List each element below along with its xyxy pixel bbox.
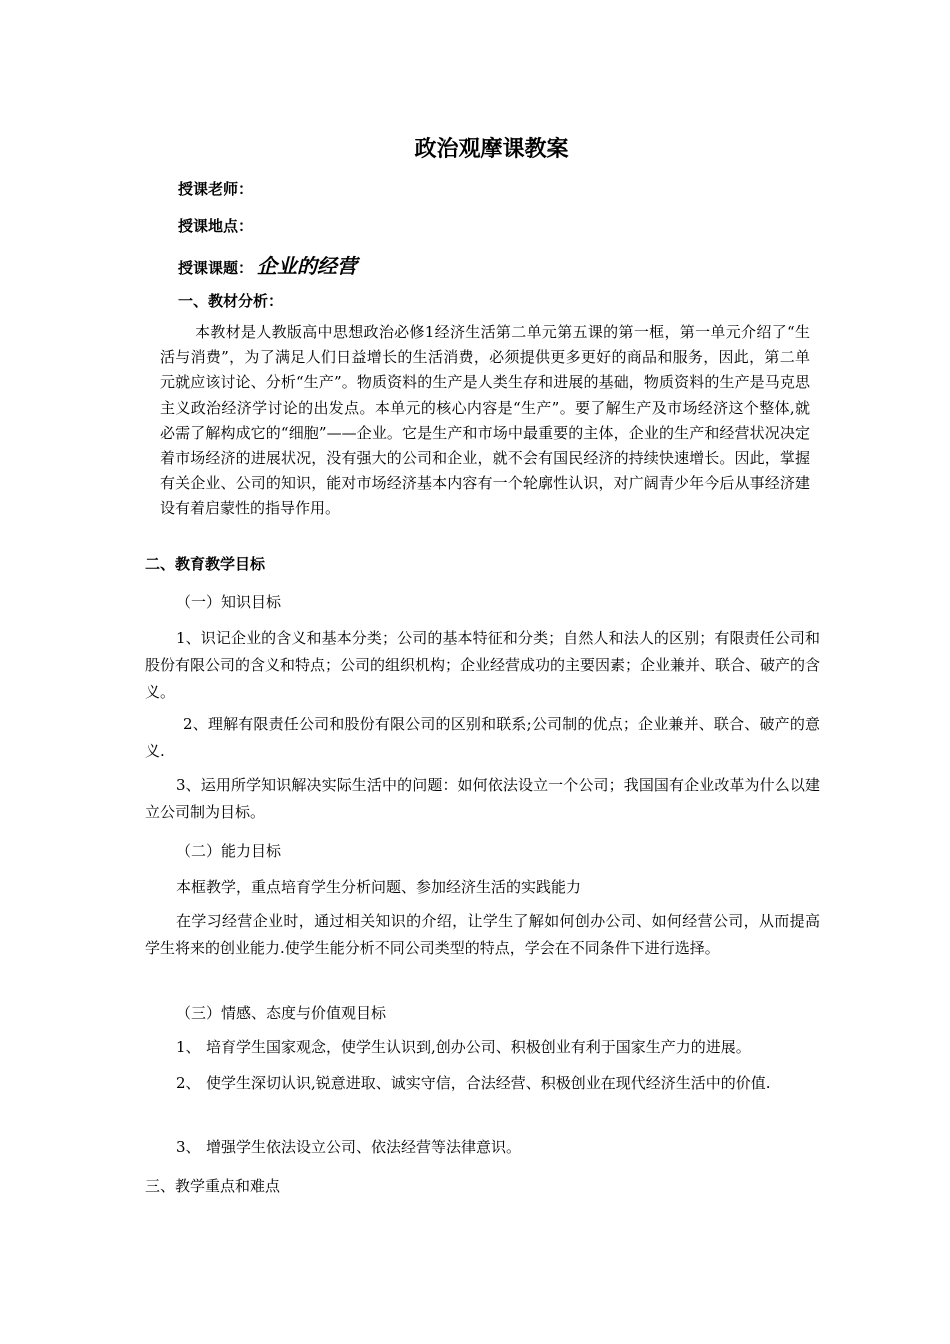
emotion-item-1-text: 培育学生国家观念，使学生认识到,创办公司、积极创业有利于国家生产力的进展。 bbox=[206, 1038, 751, 1056]
knowledge-heading: （一）知识目标 bbox=[176, 593, 282, 611]
emotion-item-3-number: 3、 bbox=[176, 1138, 201, 1156]
ability-line: 本框教学，重点培育学生分析问题、参加经济生活的实践能力 bbox=[176, 878, 582, 896]
ability-heading: （二）能力目标 bbox=[176, 842, 282, 860]
section2-heading: 二、教育教学目标 bbox=[145, 555, 266, 573]
topic-value: 企业的经营 bbox=[257, 254, 358, 278]
section1-heading: 一、教材分析： bbox=[178, 292, 284, 310]
location-label: 授课地点： bbox=[178, 217, 254, 235]
emotion-item-3 bbox=[176, 1134, 816, 1161]
section1-body: 本教材是人教版高中思想政治必修1经济生活第二单元第五课的第一框，第一单元介绍了“生活与消费”，为了满足人们日益增长的生活消费，必须提供更多更好的商品和服务，因此，第二单元就应该讨论、分析“生产”。物质资料的生产是人类生存和进展的基础，物质资料的生产是马克思主义政治经济学讨论的出发点。本单元的核心内容是“生产”。要了解生产及市场经济这个整体,就必需了解构成它的“细胞”——企业。它是生产和市场中最重要的主体，企业的生产和经营状况决定着市场经济的进展状况，没有强大的公司和企业，就不会有国民经济的持续快速增长。因此，掌握有关企业、公司的知识，能对市场经济基本内容有一个轮廓性认识，对广阔青少年今后从事经济建设有着启蒙性的指导作用。 bbox=[160, 323, 810, 518]
teacher-label: 授课老师： bbox=[178, 180, 254, 198]
topic-row bbox=[178, 250, 357, 279]
page-title: 政治观摩课教案 bbox=[414, 137, 569, 162]
emotion-item-2-number: 2、 bbox=[176, 1074, 201, 1092]
ability-paragraph: 在学习经营企业时，通过相关知识的介绍，让学生了解如何创办公司、如何经营公司，从而提高学生将来的创业能力.使学生能分析不同公司类型的特点，学会在不同条件下进行选择。 bbox=[145, 912, 820, 957]
emotion-item-2-text: 使学生深切认识,锐意进取、诚实守信，合法经营、积极创业在现代经济生活中的价值. bbox=[206, 1074, 771, 1092]
knowledge-item-3: 3、运用所学知识解决实际生活中的问题：如何依法设立一个公司；我国国有企业改革为什么以建立公司制为目标。 bbox=[145, 776, 820, 821]
emotion-item-1 bbox=[176, 1034, 816, 1061]
knowledge-item-2: 2、理解有限责任公司和股份有限公司的区别和联系;公司制的优点；企业兼并、联合、破产的意义. bbox=[145, 715, 820, 760]
emotion-item-2 bbox=[176, 1070, 816, 1097]
section3-heading: 三、教学重点和难点 bbox=[145, 1177, 281, 1195]
topic-label: 授课课题： bbox=[178, 259, 254, 277]
emotion-item-3-text: 增强学生依法设立公司、依法经营等法律意识。 bbox=[206, 1138, 522, 1156]
emotion-heading: （三）情感、态度与价值观目标 bbox=[176, 1004, 387, 1022]
knowledge-item-1: 1、识记企业的含义和基本分类；公司的基本特征和分类；自然人和法人的区别；有限责任公司和股份有限公司的含义和特点；公司的组织机构；企业经营成功的主要因素；企业兼并、联合、破产的含义。 bbox=[145, 629, 821, 701]
emotion-item-1-number: 1、 bbox=[176, 1038, 201, 1056]
